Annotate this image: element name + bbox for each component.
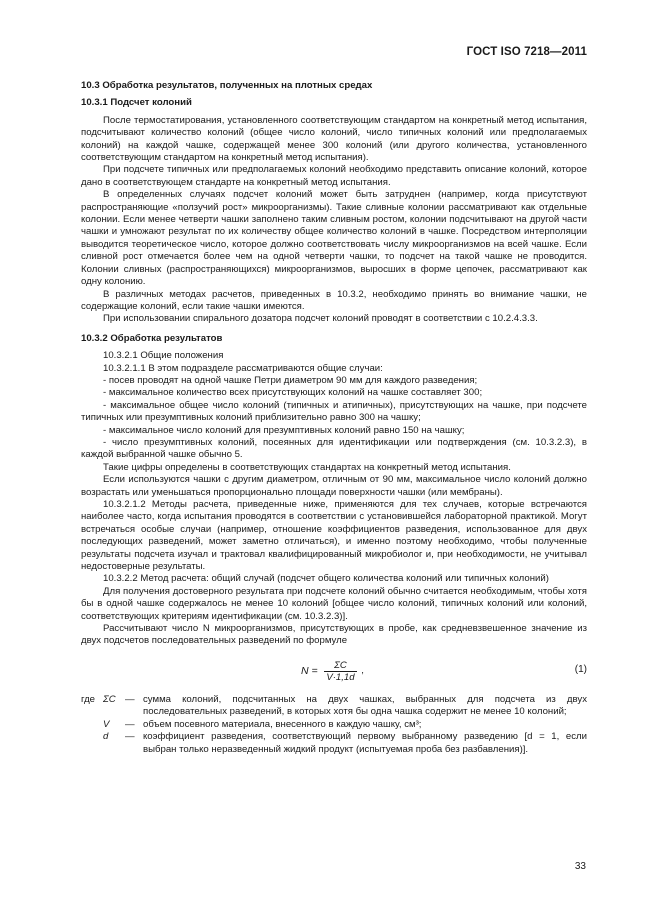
definition-text: объем посевного материала, внесенного в каждую чашку, см³; [143, 718, 422, 730]
section-title-10-3-1: 10.3.1 Подсчет колоний [81, 97, 192, 109]
definition-item [81, 731, 587, 756]
page-number: 33 [574, 861, 586, 872]
definition-item [81, 719, 587, 731]
paragraph: После термостатирования, установленного соответствующим стандартом на конкретный метод испытания, подсчитывают количество колоний (общее число колоний, число типичных колоний или предполагаемых колоний) на каждой чашке, содержащей менее 300 колоний (или другого количества, установленного соответствующим стандартом на конкретный метод испытания). [81, 114, 587, 164]
standard-header: ГОСТ ISO 7218—2011 [466, 46, 587, 58]
paragraph: При использовании спирального дозатора подсчет колоний проводят в соответствии с 10.2.4.3.3. [103, 313, 538, 325]
paragraph: Такие цифры определены в соответствующих стандартах на конкретный метод испытания. [103, 461, 511, 473]
section-title-10-3: 10.3 Обработка результатов, полученных на плотных средах [81, 80, 373, 91]
formula-comma: , [361, 665, 364, 677]
definition-text: сумма колоний, подсчитанных на двух чашках, выбранных для подсчета из двух последовательных разведений, в которых хотя бы одна чашка содержит не менее 10 колоний; [143, 693, 587, 718]
paragraph: Если используются чашки с другим диаметром, отличным от 90 мм, максимальное число колоний должно возрастать или уменьшаться пропорционально площади поверхности чашки (или мембраны). [81, 474, 587, 498]
paragraph: При подсчете типичных или предполагаемых колоний необходимо представить описание колоний, которое дано в соответствующем стандарте на конкретный метод испытания. [81, 164, 587, 188]
definition-item [81, 694, 587, 719]
list-item: - посев проводят на одной чашке Петри диаметром 90 мм для каждого разведения; [103, 374, 478, 386]
list-item: - максимальное число колоний для презумптивных колоний равно 150 на чашку; [103, 424, 465, 436]
formula-numerator: ΣC [324, 660, 356, 672]
page-content [81, 80, 587, 756]
formula-denominator: V·1,1d [326, 671, 355, 683]
definition-dash: — [125, 693, 135, 705]
list-item: - число презумптивных колоний, посеянных для идентификации или подтверждения (см. 10.3.2.3), в каждой выбранной чашке обычно 5. [81, 436, 587, 461]
definition-symbol: ΣC [103, 693, 116, 705]
formula-lhs: N = [301, 665, 318, 678]
definitions-list [81, 694, 587, 756]
formula-block [81, 654, 587, 692]
paragraph: В различных методах расчетов, приведенных в 10.3.2, необходимо принять во внимание чашки, не содержащие колоний, если такие чашки имеются. [81, 288, 587, 312]
paragraph: Для получения достоверного результата при подсчете колоний обычно считается необходимым, чтобы хотя бы в одной чашке содержалось не менее 10 колоний [общее число колоний, типичных колоний или колоний, соответствующих критериям идентификации (см. 10.3.2.3)]. [81, 585, 587, 622]
definition-text: коэффициент разведения, соответствующий первому выбранному разведению [d = 1, если выбран только неразведенный жидкий продукт (испытуемая проба без разбавления)]. [143, 731, 587, 755]
formula-fraction [324, 660, 356, 683]
paragraph: 10.3.2.1.2 Методы расчета, приведенные ниже, применяются для тех случаев, которые встречаются наиболее часто, когда испытания проводятся в соответствии с установившейся лабораторной практикой. Могут встречаться особые случаи (например, отношение коэффициентов разведения, использованное для двух последующих разведений, может заметно отличаться), и именно поэтому необходимо, чтобы полученные результаты подсчета изучал и трактовал квалифицированный микробиолог и, при необходимости, не учитывал недостоверные результаты. [81, 499, 587, 573]
definition-symbol: V [103, 718, 110, 730]
equation-number: (1) [574, 663, 587, 675]
definition-dash: — [125, 731, 135, 743]
list-item: - максимальное общее число колоний (типичных и атипичных), присутствующих на чашке, при подсчете типичных или презумптивных колоний приблизительно равно 300 на чашку; [81, 399, 587, 424]
paragraph: 10.3.2.1.1 В этом подразделе рассматриваются общие случаи: [103, 362, 383, 374]
paragraph: Рассчитывают число N микроорганизмов, присутствующих в пробе, как средневзвешенное значение из двух подсчетов последовательных разведений по формуле [81, 623, 587, 647]
definition-dash: — [125, 718, 135, 730]
definition-symbol: d [103, 731, 109, 743]
subsection-title: 10.3.2.1 Общие положения [103, 350, 224, 362]
list-item: - максимальное количество всех присутствующих колоний на чашке составляет 300; [103, 387, 483, 399]
formula [301, 660, 364, 683]
section-title-10-3-2: 10.3.2 Обработка результатов [81, 332, 223, 344]
paragraph: В определенных случаях подсчет колоний может быть затруднен (например, когда присутствуют распространяющие «ползучий рост» микроорганизмы). Такие сливные колонии рассматривают как отдельные колонии. Если менее четверти чашки заполнено таким сливным ростом, колонии подсчитывают на другой части чашки и умножают результат по их количеству общее количество колоний в чашке. Посредством интерполяции выводится теоретическое число, которое должно соответствовать числу микроорганизмов на всей чашке. Если сливной рост отмечается более чем на одной четверти чашки, то подсчет на такой чашке не проводится. Колонии сливных (распространяющихся) микроорганизмов, выросших в форме цепочек, рассматривают как одну колонию. [81, 189, 587, 288]
definitions-where: где [81, 693, 96, 705]
paragraph: 10.3.2.2 Метод расчета: общий случай (подсчет общего количества колоний или типичных колоний) [103, 573, 549, 585]
